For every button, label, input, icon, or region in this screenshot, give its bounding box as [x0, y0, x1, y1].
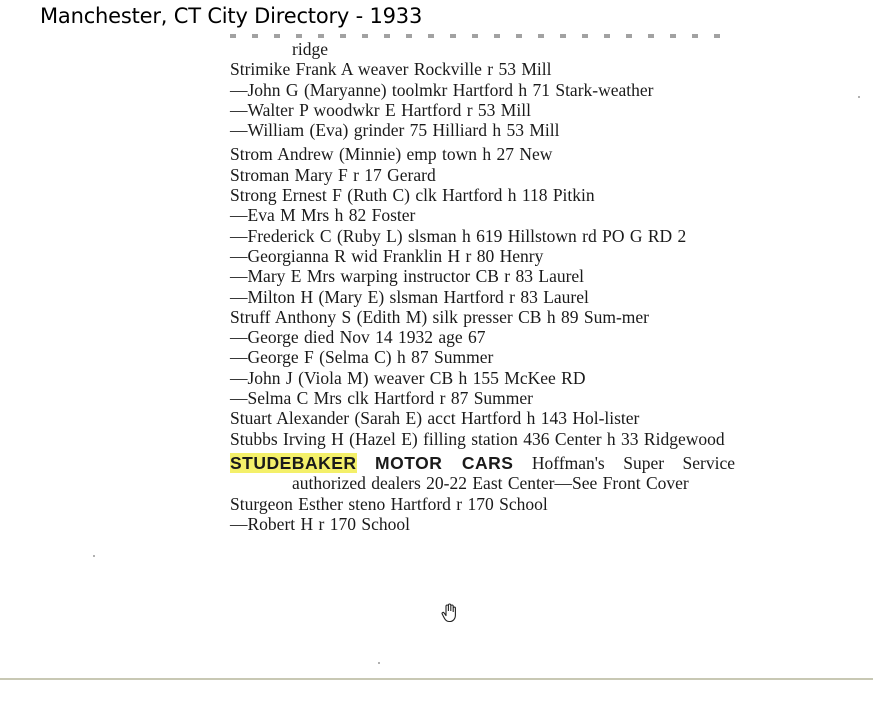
list-item: —Walter P woodwkr E Hartford r 53 Mill — [230, 99, 531, 120]
list-item: —John J (Viola M) weaver CB h 155 McKee RD — [230, 367, 586, 388]
list-item: —Georgianna R wid Franklin H r 80 Henry — [230, 245, 544, 266]
studebaker-ad-entry — [230, 453, 735, 494]
footer-area — [0, 680, 873, 720]
list-item: —Mary E Mrs warping instructor CB r 83 Laurel — [230, 266, 585, 287]
ad-text: Hoffman's Super Service authorized dealers 20-22 East Center—See Front Cover — [292, 452, 736, 494]
list-item: —William (Eva) grinder 75 Hilliard h 53 Mill — [230, 120, 560, 141]
list-item: —Robert H r 170 School — [230, 513, 410, 534]
list-item: Strong Ernest F (Ruth C) clk Hartford h 118 Pitkin — [230, 185, 595, 206]
list-item: Struff Anthony S (Edith M) silk presser CB h 89 Sum-mer — [230, 306, 649, 327]
list-item: ridge — [292, 39, 328, 59]
list-item: —Eva M Mrs h 82 Foster — [230, 205, 416, 226]
search-highlight: STUDEBAKER — [230, 452, 357, 473]
list-item: —George died Nov 14 1932 age 67 — [230, 327, 486, 348]
hand-pointer-icon — [441, 603, 459, 623]
list-item: —John G (Maryanne) toolmkr Hartford h 71 Stark-weather — [230, 79, 654, 100]
list-item: Sturgeon Esther steno Hartford r 170 School — [230, 493, 548, 514]
list-item: —Selma C Mrs clk Hartford r 87 Summer — [230, 388, 533, 409]
ad-bold-text: MOTOR CARS — [375, 452, 514, 473]
list-item: —Milton H (Mary E) slsman Hartford r 83 Laurel — [230, 286, 589, 307]
list-item: Stuart Alexander (Sarah E) acct Hartford h 143 Hol-lister — [230, 408, 640, 429]
cropped-text-line — [230, 34, 730, 38]
list-item: Stroman Mary F r 17 Gerard — [230, 164, 436, 185]
list-item: —Frederick C (Ruby L) slsman h 619 Hillstown rd PO G RD 2 — [230, 225, 687, 246]
page-title: Manchester, CT City Directory - 1933 — [40, 4, 423, 28]
list-item: Strom Andrew (Minnie) emp town h 27 New — [230, 144, 553, 165]
list-item: Strimike Frank A weaver Rockville r 53 Mill — [230, 59, 552, 80]
list-item: —George F (Selma C) h 87 Summer — [230, 347, 494, 368]
list-item: Stubbs Irving H (Hazel E) filling station 436 Center h 33 Ridgewood — [230, 428, 725, 449]
directory-listing — [230, 39, 735, 534]
